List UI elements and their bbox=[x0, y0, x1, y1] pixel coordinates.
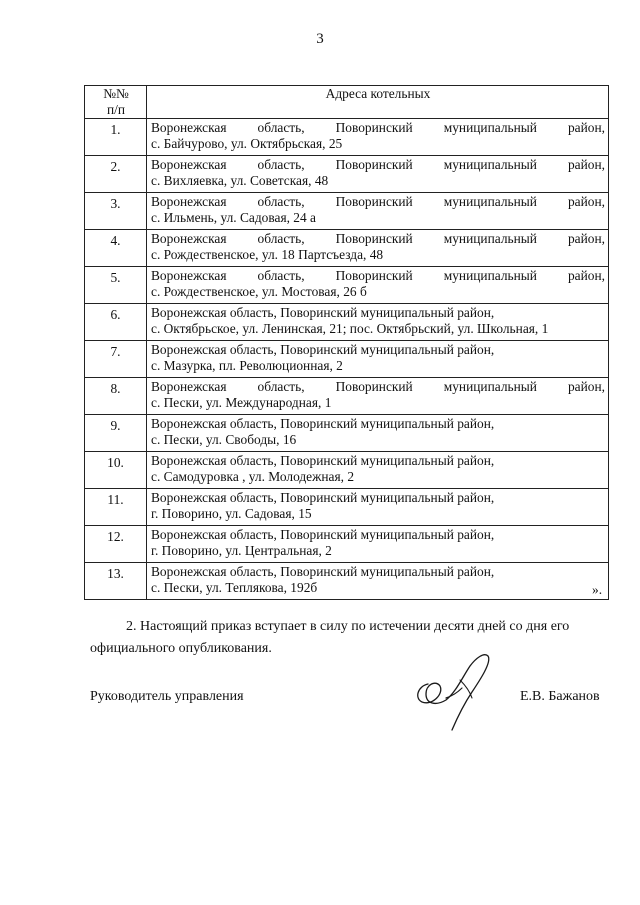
page-number: 3 bbox=[316, 31, 324, 47]
address-line-2: г. Поворино, ул. Центральная, 2 bbox=[151, 543, 332, 558]
address-line-1 bbox=[151, 231, 605, 247]
table-row bbox=[85, 230, 609, 267]
address-word: область, bbox=[257, 379, 305, 394]
address-cell bbox=[147, 378, 609, 415]
address-word: муниципальный bbox=[443, 379, 537, 394]
address-cell bbox=[147, 304, 609, 341]
table-body bbox=[85, 119, 609, 600]
row-number: 2. bbox=[85, 156, 147, 193]
row-number: 11. bbox=[85, 489, 147, 526]
address-word: Поворинский bbox=[335, 379, 413, 394]
address-line-1 bbox=[151, 379, 605, 395]
address-word: Воронежская bbox=[151, 379, 227, 394]
address-line-1: Воронежская область, Поворинский муниципальный район, bbox=[151, 527, 495, 542]
row-number: 8. bbox=[85, 378, 147, 415]
address-line-2: г. Поворино, ул. Садовая, 15 bbox=[151, 506, 312, 521]
address-line-2: с. Байчурово, ул. Октябрьская, 25 bbox=[151, 136, 343, 151]
address-line-1: Воронежская область, Поворинский муниципальный район, bbox=[151, 342, 495, 357]
address-line-1: Воронежская область, Поворинский муниципальный район, bbox=[151, 416, 495, 431]
table-row bbox=[85, 341, 609, 378]
address-word: область, bbox=[257, 120, 305, 135]
address-word: район, bbox=[567, 231, 605, 246]
header-address: Адреса котельных bbox=[147, 86, 609, 119]
address-word: муниципальный bbox=[443, 194, 537, 209]
address-line-1 bbox=[151, 120, 605, 136]
address-word: Воронежская bbox=[151, 120, 227, 135]
table-row bbox=[85, 415, 609, 452]
row-number: 9. bbox=[85, 415, 147, 452]
address-word: область, bbox=[257, 268, 305, 283]
table-row bbox=[85, 193, 609, 230]
row-number: 3. bbox=[85, 193, 147, 230]
address-line-1: Воронежская область, Поворинский муниципальный район, bbox=[151, 305, 495, 320]
address-word: район, bbox=[567, 157, 605, 172]
address-cell bbox=[147, 452, 609, 489]
address-cell bbox=[147, 415, 609, 452]
address-word: Поворинский bbox=[335, 231, 413, 246]
table-header-row bbox=[85, 86, 609, 119]
row-number: 13. bbox=[85, 563, 147, 600]
row-number: 6. bbox=[85, 304, 147, 341]
address-word: Поворинский bbox=[335, 268, 413, 283]
address-line-2: с. Вихляевка, ул. Советская, 48 bbox=[151, 173, 329, 188]
address-line-2: с. Ильмень, ул. Садовая, 24 а bbox=[151, 210, 316, 225]
table-row bbox=[85, 304, 609, 341]
row-number: 7. bbox=[85, 341, 147, 378]
row-number: 1. bbox=[85, 119, 147, 156]
address-word: район, bbox=[567, 268, 605, 283]
address-line-2: с. Октябрьское, ул. Ленинская, 21; пос. Октябрьский, ул. Школьная, 1 bbox=[151, 321, 549, 336]
closing-quote: ». bbox=[592, 582, 603, 597]
address-cell bbox=[147, 526, 609, 563]
signer-title: Руководитель управления bbox=[90, 689, 244, 704]
row-number: 12. bbox=[85, 526, 147, 563]
address-cell bbox=[147, 193, 609, 230]
address-line-1: Воронежская область, Поворинский муниципальный район, bbox=[151, 564, 495, 579]
row-number: 10. bbox=[85, 452, 147, 489]
address-word: муниципальный bbox=[443, 268, 537, 283]
address-word: область, bbox=[257, 157, 305, 172]
address-word: Воронежская bbox=[151, 157, 227, 172]
address-word: район, bbox=[567, 120, 605, 135]
address-line-2: с. Самодуровка , ул. Молодежная, 2 bbox=[151, 469, 355, 484]
address-cell bbox=[147, 341, 609, 378]
handwritten-signature bbox=[400, 646, 500, 736]
address-word: область, bbox=[257, 231, 305, 246]
effective-date-paragraph bbox=[90, 616, 608, 660]
table-row bbox=[85, 378, 609, 415]
address-word: Воронежская bbox=[151, 194, 227, 209]
paragraph-line-2: официального опубликования. bbox=[90, 641, 272, 656]
address-line-2: с. Мазурка, пл. Революционная, 2 bbox=[151, 358, 343, 373]
address-word: муниципальный bbox=[443, 120, 537, 135]
boiler-address-table bbox=[84, 85, 609, 600]
address-word: район, bbox=[567, 194, 605, 209]
row-number: 4. bbox=[85, 230, 147, 267]
address-cell bbox=[147, 230, 609, 267]
address-word: Поворинский bbox=[335, 120, 413, 135]
address-line-1: Воронежская область, Поворинский муниципальный район, bbox=[151, 453, 495, 468]
header-number-line2: п/п bbox=[106, 102, 126, 117]
address-line-1 bbox=[151, 268, 605, 284]
address-line-2: с. Рождественское, ул. 18 Партсъезда, 48 bbox=[151, 247, 384, 262]
table-row bbox=[85, 119, 609, 156]
table-row bbox=[85, 489, 609, 526]
address-word: область, bbox=[257, 194, 305, 209]
address-word: муниципальный bbox=[443, 157, 537, 172]
address-line-2: с. Пески, ул. Теплякова, 192б bbox=[151, 580, 318, 595]
address-line-2: с. Пески, ул. Международная, 1 bbox=[151, 395, 332, 410]
address-line-2: с. Рождественское, ул. Мостовая, 26 б bbox=[151, 284, 367, 299]
table-row bbox=[85, 526, 609, 563]
header-number bbox=[85, 86, 147, 119]
address-word: муниципальный bbox=[443, 231, 537, 246]
address-line-1 bbox=[151, 157, 605, 173]
address-cell bbox=[147, 489, 609, 526]
signer-name: Е.В. Бажанов bbox=[520, 689, 600, 704]
table-row bbox=[85, 563, 609, 600]
table-row bbox=[85, 452, 609, 489]
address-cell bbox=[147, 119, 609, 156]
address-word: Поворинский bbox=[335, 194, 413, 209]
address-word: Воронежская bbox=[151, 268, 227, 283]
row-number: 5. bbox=[85, 267, 147, 304]
table-row bbox=[85, 267, 609, 304]
table-row bbox=[85, 156, 609, 193]
address-word: район, bbox=[567, 379, 605, 394]
address-cell bbox=[147, 267, 609, 304]
address-line-1 bbox=[151, 194, 605, 210]
paragraph-line-1: 2. Настоящий приказ вступает в силу по истечении десяти дней со дня его bbox=[126, 619, 570, 634]
address-line-1: Воронежская область, Поворинский муниципальный район, bbox=[151, 490, 495, 505]
address-cell bbox=[147, 156, 609, 193]
header-number-line1: №№ bbox=[103, 86, 129, 101]
address-cell bbox=[147, 563, 609, 600]
address-word: Воронежская bbox=[151, 231, 227, 246]
address-word: Поворинский bbox=[335, 157, 413, 172]
address-line-2: с. Пески, ул. Свободы, 16 bbox=[151, 432, 297, 447]
